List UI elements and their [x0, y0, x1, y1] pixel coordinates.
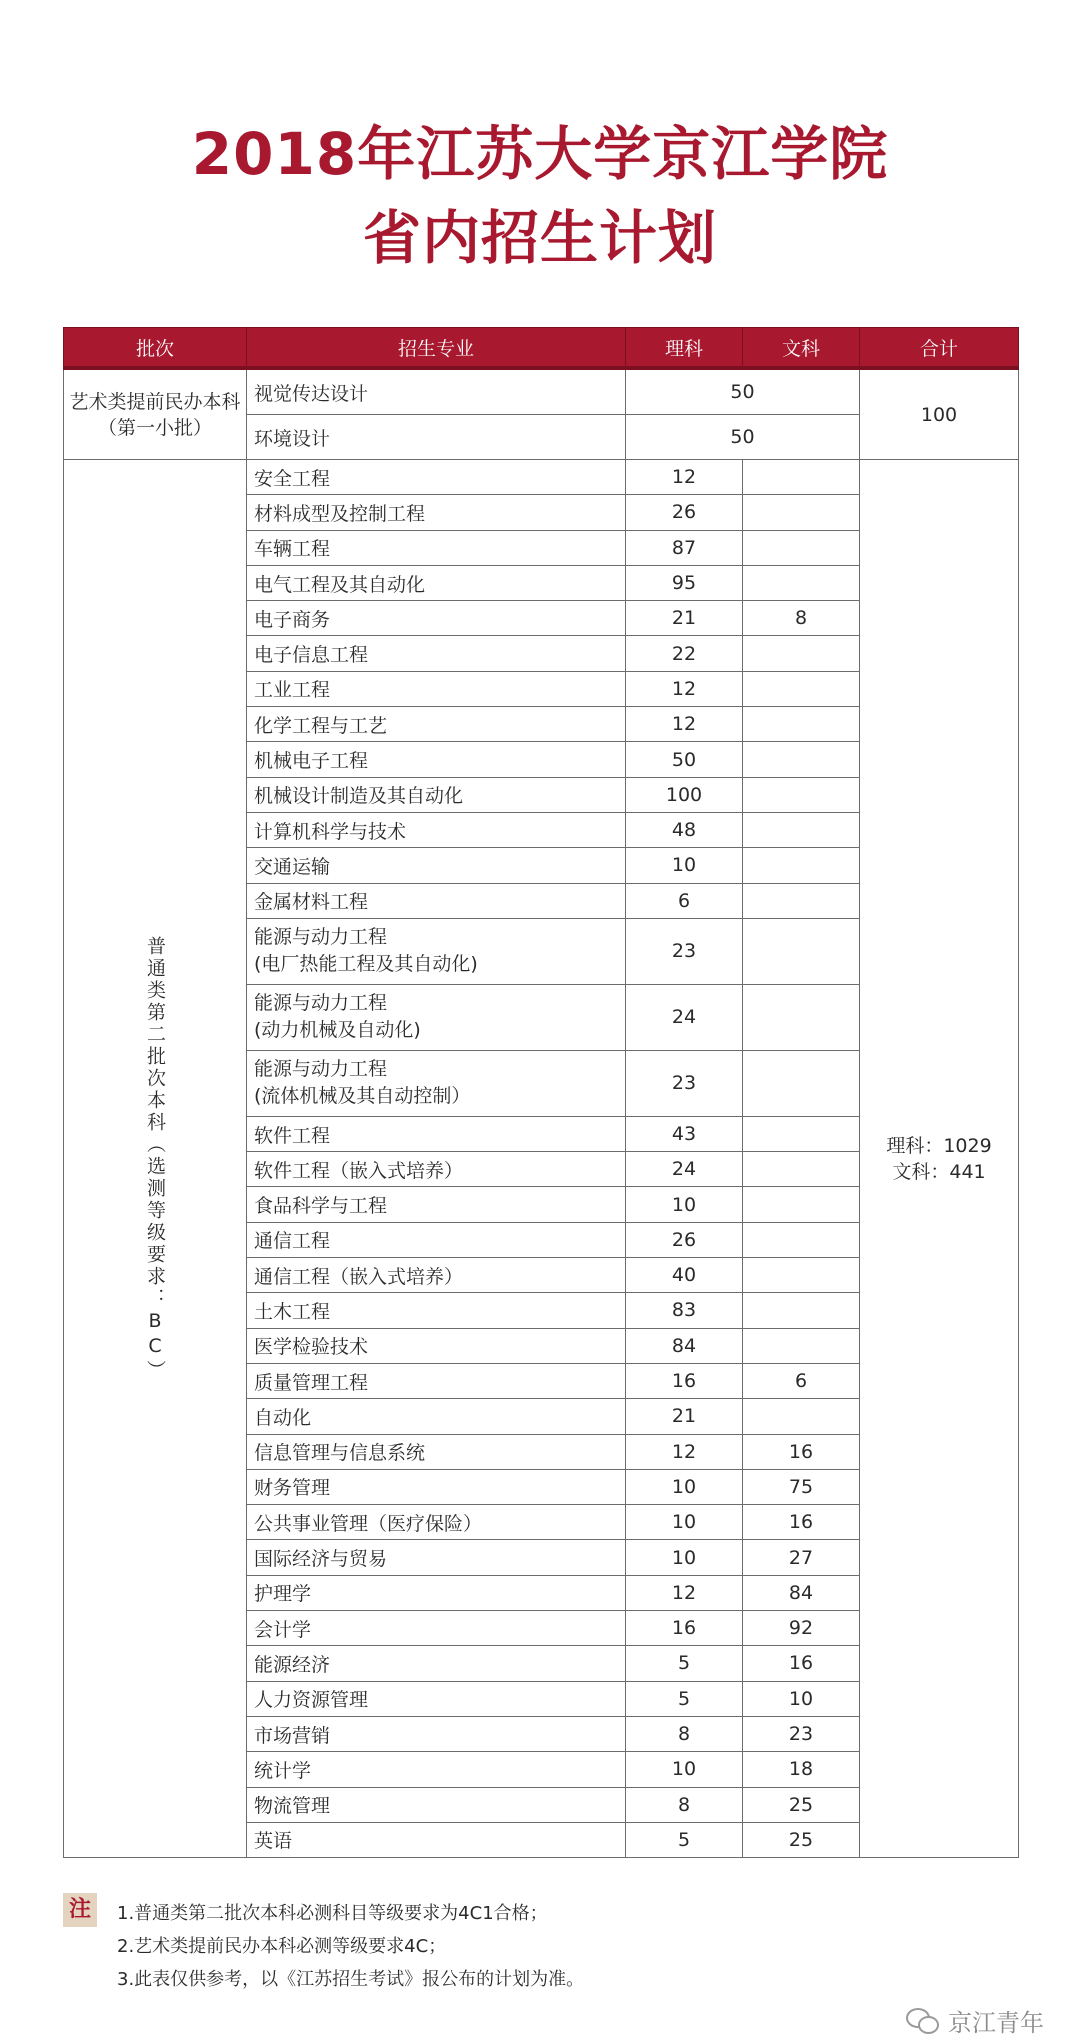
major-cell: 环境设计 — [247, 415, 626, 460]
science-cell: 26 — [626, 495, 743, 530]
science-cell: 48 — [626, 812, 743, 847]
arts-cell — [743, 1258, 860, 1293]
arts-cell: 27 — [743, 1540, 860, 1575]
science-cell: 8 — [626, 1716, 743, 1751]
header-major: 招生专业 — [247, 328, 626, 369]
major-cell: 市场营销 — [247, 1716, 626, 1751]
arts-cell: 18 — [743, 1752, 860, 1787]
major-cell: 安全工程 — [247, 460, 626, 495]
header-science: 理科 — [626, 328, 743, 369]
major-cell: 国际经济与贸易 — [247, 1540, 626, 1575]
science-cell: 23 — [626, 1050, 743, 1116]
science-cell: 43 — [626, 1116, 743, 1151]
major-cell: 机械设计制造及其自动化 — [247, 777, 626, 812]
major-cell: 能源经济 — [247, 1646, 626, 1681]
art-value-cell: 50 — [626, 415, 860, 460]
science-cell: 16 — [626, 1611, 743, 1646]
arts-cell — [743, 883, 860, 918]
table-header-row — [64, 328, 1019, 369]
major-cell: 金属材料工程 — [247, 883, 626, 918]
science-cell: 24 — [626, 984, 743, 1050]
science-cell: 10 — [626, 1540, 743, 1575]
arts-cell — [743, 636, 860, 671]
arts-cell — [743, 1328, 860, 1363]
science-cell: 10 — [626, 1752, 743, 1787]
major-cell: 人力资源管理 — [247, 1681, 626, 1716]
science-cell: 10 — [626, 1505, 743, 1540]
enrollment-plan-table — [63, 327, 1019, 1858]
major-cell: 通信工程 — [247, 1222, 626, 1257]
arts-cell: 16 — [743, 1434, 860, 1469]
science-cell: 5 — [626, 1681, 743, 1716]
science-cell: 84 — [626, 1328, 743, 1363]
science-cell: 5 — [626, 1822, 743, 1857]
arts-cell: 10 — [743, 1681, 860, 1716]
table-body — [64, 368, 1019, 1858]
science-cell: 95 — [626, 565, 743, 600]
note-line-1: 1.普通类第二批次本科必测科目等级要求为4C1合格； — [117, 1903, 548, 1924]
science-cell: 5 — [626, 1646, 743, 1681]
arts-cell: 16 — [743, 1505, 860, 1540]
major-cell: 能源与动力工程 (流体机械及其自动控制） — [247, 1050, 626, 1116]
science-cell: 12 — [626, 460, 743, 495]
arts-cell: 92 — [743, 1611, 860, 1646]
major-cell: 机械电子工程 — [247, 742, 626, 777]
major-cell: 物流管理 — [247, 1787, 626, 1822]
major-cell: 通信工程（嵌入式培养） — [247, 1258, 626, 1293]
science-cell: 83 — [626, 1293, 743, 1328]
science-cell: 24 — [626, 1152, 743, 1187]
note-badge: 注 — [63, 1893, 97, 1927]
major-cell: 会计学 — [247, 1611, 626, 1646]
science-cell: 26 — [626, 1222, 743, 1257]
arts-cell — [743, 1116, 860, 1151]
science-cell: 12 — [626, 707, 743, 742]
arts-cell — [743, 671, 860, 706]
science-cell: 12 — [626, 1434, 743, 1469]
major-cell: 软件工程（嵌入式培养） — [247, 1152, 626, 1187]
arts-cell — [743, 565, 860, 600]
arts-cell — [743, 918, 860, 984]
note-line-2: 2.艺术类提前民办本科必测等级要求4C； — [117, 1936, 447, 1957]
regular-batch-label: 普通类第二批次本科（选测等级要求：BC） — [64, 460, 247, 1858]
science-cell: 8 — [626, 1787, 743, 1822]
arts-cell — [743, 742, 860, 777]
major-cell: 食品科学与工程 — [247, 1187, 626, 1222]
arts-cell — [743, 848, 860, 883]
art-value-cell: 50 — [626, 368, 860, 415]
science-cell: 10 — [626, 848, 743, 883]
arts-cell: 23 — [743, 1716, 860, 1751]
title-line-1: 2018年江苏大学京江学院 — [191, 120, 889, 188]
major-cell: 护理学 — [247, 1575, 626, 1610]
arts-cell — [743, 1399, 860, 1434]
major-cell: 视觉传达设计 — [247, 368, 626, 415]
major-cell: 医学检验技术 — [247, 1328, 626, 1363]
science-cell: 87 — [626, 530, 743, 565]
arts-cell: 25 — [743, 1787, 860, 1822]
major-cell: 统计学 — [247, 1752, 626, 1787]
major-cell: 信息管理与信息系统 — [247, 1434, 626, 1469]
header-total: 合计 — [860, 328, 1019, 369]
major-cell: 交通运输 — [247, 848, 626, 883]
science-cell: 21 — [626, 1399, 743, 1434]
science-cell: 40 — [626, 1258, 743, 1293]
footer-text: 京江青年 — [948, 2009, 1044, 2037]
science-cell: 12 — [626, 671, 743, 706]
major-cell: 车辆工程 — [247, 530, 626, 565]
table-row — [64, 368, 1019, 415]
arts-cell — [743, 495, 860, 530]
arts-cell — [743, 1152, 860, 1187]
arts-cell: 6 — [743, 1363, 860, 1398]
wechat-icon — [906, 2008, 940, 2034]
arts-cell: 16 — [743, 1646, 860, 1681]
arts-cell — [743, 1293, 860, 1328]
note-line-3: 3.此表仅供参考，以《江苏招生考试》报公布的计划为准。 — [117, 1969, 585, 1990]
arts-cell — [743, 1222, 860, 1257]
science-cell: 16 — [626, 1363, 743, 1398]
science-cell: 100 — [626, 777, 743, 812]
major-cell: 计算机科学与技术 — [247, 812, 626, 847]
art-batch-label: 艺术类提前民办本科 （第一小批） — [64, 368, 247, 460]
major-cell: 财务管理 — [247, 1469, 626, 1504]
arts-cell — [743, 530, 860, 565]
arts-cell: 25 — [743, 1822, 860, 1857]
major-cell: 化学工程与工艺 — [247, 707, 626, 742]
major-cell: 英语 — [247, 1822, 626, 1857]
major-cell: 自动化 — [247, 1399, 626, 1434]
science-cell: 22 — [626, 636, 743, 671]
arts-cell — [743, 707, 860, 742]
arts-cell — [743, 460, 860, 495]
arts-cell — [743, 984, 860, 1050]
major-cell: 工业工程 — [247, 671, 626, 706]
arts-cell — [743, 777, 860, 812]
page-title — [0, 112, 1080, 280]
science-cell: 10 — [626, 1469, 743, 1504]
arts-cell: 84 — [743, 1575, 860, 1610]
arts-cell — [743, 1187, 860, 1222]
science-cell: 12 — [626, 1575, 743, 1610]
major-cell: 质量管理工程 — [247, 1363, 626, 1398]
art-total-cell: 100 — [860, 368, 1019, 460]
header-batch: 批次 — [64, 328, 247, 369]
major-cell: 电子商务 — [247, 601, 626, 636]
major-cell: 电子信息工程 — [247, 636, 626, 671]
science-cell: 6 — [626, 883, 743, 918]
arts-cell — [743, 1050, 860, 1116]
header-arts: 文科 — [743, 328, 860, 369]
science-cell: 10 — [626, 1187, 743, 1222]
arts-cell: 8 — [743, 601, 860, 636]
science-cell: 23 — [626, 918, 743, 984]
regular-total-cell: 理科：1029 文科：441 — [860, 460, 1019, 1858]
arts-cell: 75 — [743, 1469, 860, 1504]
footer-watermark — [906, 2003, 1044, 2038]
major-cell: 公共事业管理（医疗保险） — [247, 1505, 626, 1540]
major-cell: 能源与动力工程 (动力机械及自动化) — [247, 984, 626, 1050]
title-line-2: 省内招生计划 — [362, 204, 717, 272]
table-row — [64, 460, 1019, 495]
science-cell: 50 — [626, 742, 743, 777]
science-cell: 21 — [626, 601, 743, 636]
major-cell: 土木工程 — [247, 1293, 626, 1328]
major-cell: 材料成型及控制工程 — [247, 495, 626, 530]
major-cell: 软件工程 — [247, 1116, 626, 1151]
major-cell: 电气工程及其自动化 — [247, 565, 626, 600]
major-cell: 能源与动力工程 (电厂热能工程及其自动化) — [247, 918, 626, 984]
arts-cell — [743, 812, 860, 847]
